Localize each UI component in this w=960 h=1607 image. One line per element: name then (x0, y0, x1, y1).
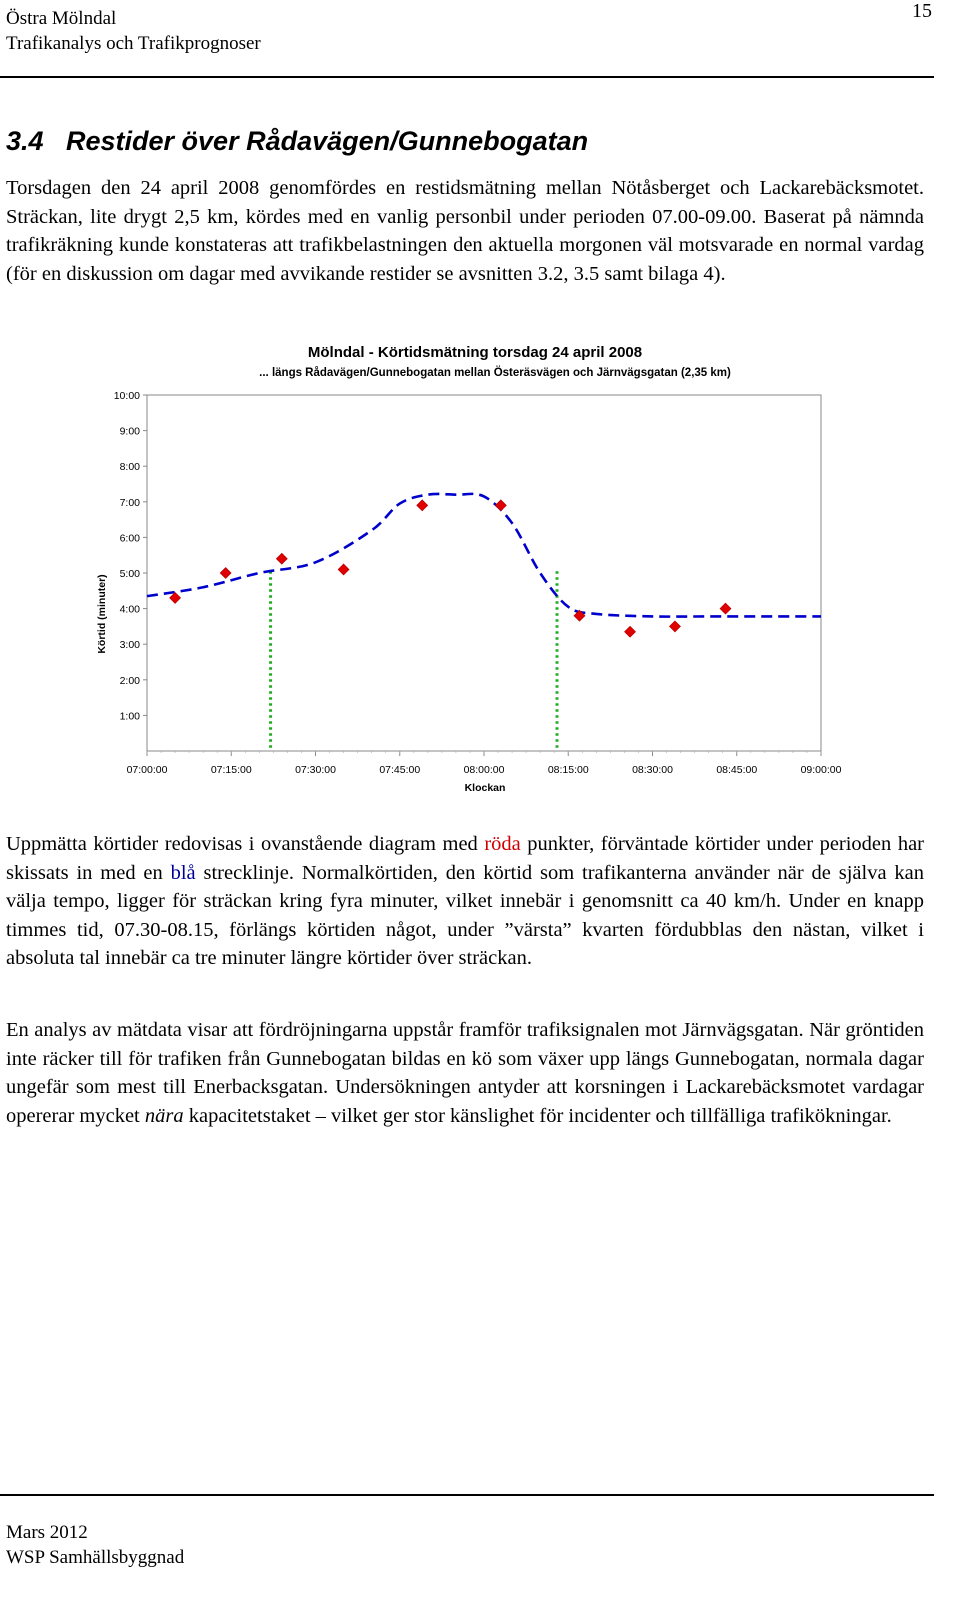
section-heading (6, 126, 588, 157)
x-tick-label: 08:15:00 (547, 764, 589, 776)
chart-axes (143, 395, 821, 756)
p2-part1: Uppmätta körtider redovisas i ovanstående diagram med (6, 833, 485, 855)
p2-blue-word: blå (170, 861, 196, 884)
x-tick-label: 08:45:00 (716, 764, 758, 776)
x-tick-label: 09:00:00 (800, 764, 842, 776)
chart-plot (90, 338, 860, 808)
footer-line-2: WSP Samhällsbyggnad (6, 1547, 185, 1568)
y-tick-label: 2:00 (119, 674, 140, 687)
measured-point (669, 621, 680, 632)
travel-time-chart (90, 338, 860, 808)
measured-point (276, 553, 287, 564)
chart-period-markers (271, 571, 557, 751)
section-title: Restider över Rådavägen/Gunnebogatan (66, 126, 589, 156)
intro-paragraph: Torsdagen den 24 april 2008 genomfördes en restidsmätning mellan Nötåsberget och Lackarebäcksmotet. Sträckan, lite drygt 2,5 km, kördes med en vanlig personbil under perioden 07.00-09.00. Baserat på nämnda trafikräkning kunde konstateras att trafikbelastningen den aktuella morgonen väl motsvarade en normal vardag (för en diskussion om dagar med avvikande restider se avsnitten 3.2, 3.5 samt bilaga 4). (6, 177, 924, 285)
y-tick-label: 9:00 (119, 425, 140, 438)
chart-title: Mölndal - Körtidsmätning torsdag 24 april 2008 (307, 344, 643, 361)
x-tick-label: 08:00:00 (463, 764, 505, 776)
plot-frame (147, 395, 821, 751)
measured-point (220, 568, 231, 579)
analysis-paragraph (6, 1016, 924, 1130)
footer-line-1: Mars 2012 (6, 1522, 88, 1543)
measured-point (170, 592, 181, 603)
y-axis-title: Körtid (minuter) (96, 574, 108, 654)
x-tick-label: 07:45:00 (379, 764, 421, 776)
header-line-1: Östra Mölndal (6, 8, 117, 29)
y-tick-label: 6:00 (119, 532, 140, 545)
p3-part2: kapacitetstaket – vilket ger stor känslighet för incidenter och tillfälliga trafikökningar. (183, 1104, 892, 1127)
page-number: 15 (912, 0, 932, 22)
y-tick-label: 7:00 (119, 496, 140, 509)
expected-travel-time-line (147, 494, 821, 617)
footer-rule (0, 1494, 934, 1496)
x-tick-label: 07:15:00 (210, 764, 252, 776)
x-tick-label: 07:00:00 (126, 764, 168, 776)
chart-expected-series (147, 494, 821, 617)
header-rule (0, 76, 934, 78)
measured-point (495, 500, 506, 511)
y-tick-label: 4:00 (119, 603, 140, 616)
x-tick-label: 07:30:00 (295, 764, 336, 776)
p2-part2: punkter, förväntade körtider under perioden har skissats in med en (6, 833, 924, 884)
section-number: 3.4 (6, 126, 44, 156)
chart-subtitle: ... längs Rådavägen/Gunnebogatan mellan Österäsvägen och Järnvägsgatan (2,35 km) (259, 367, 731, 379)
p3-italic-word: nära (144, 1104, 184, 1127)
chart-description-paragraph (6, 830, 924, 973)
p2-part3: strecklinje. Normalkörtiden, den körtid som trafikanterna använder när de själva kan välja tempo, ligger för sträckan kring fyra minuter, vilket innebär i genomsnitt ca 40 km/h. Under en knapp timmes tid, 07.30-08.15, förlängs körtiden något, under ”värsta” kvarten fördubblas den nästan, vilket i absoluta tal innebär ca tre minuter längre körtider över sträckan. (6, 861, 924, 969)
p2-red-word: röda (484, 833, 521, 855)
running-header (6, 6, 261, 56)
y-tick-label: 8:00 (119, 461, 140, 474)
running-footer (6, 1520, 184, 1570)
measured-point (417, 500, 428, 511)
y-tick-label: 1:00 (119, 710, 140, 723)
x-tick-label: 08:30:00 (632, 764, 673, 776)
y-tick-label: 3:00 (119, 639, 140, 652)
measured-point (625, 626, 636, 637)
x-axis-title: Klockan (464, 782, 506, 794)
measured-point (338, 564, 349, 575)
chart-labels (96, 390, 842, 794)
y-tick-label: 10:00 (113, 390, 140, 402)
p3-part1: En analys av mätdata visar att fördröjningarna uppstår framför trafiksignalen mot Järnvägsgatan. När gröntiden inte räcker till för trafiken från Gunnebogatan bildas en kö som växer upp längs Gunnebogatan, normala dagar ungefär som mest till Enerbacksgatan. Undersökningen antyder att korsningen i Lackarebäcksmotet vardagar opererar mycket (6, 1019, 924, 1127)
y-tick-label: 5:00 (119, 568, 140, 580)
header-line-2: Trafikanalys och Trafikprognoser (6, 33, 261, 54)
measured-point (720, 603, 731, 614)
